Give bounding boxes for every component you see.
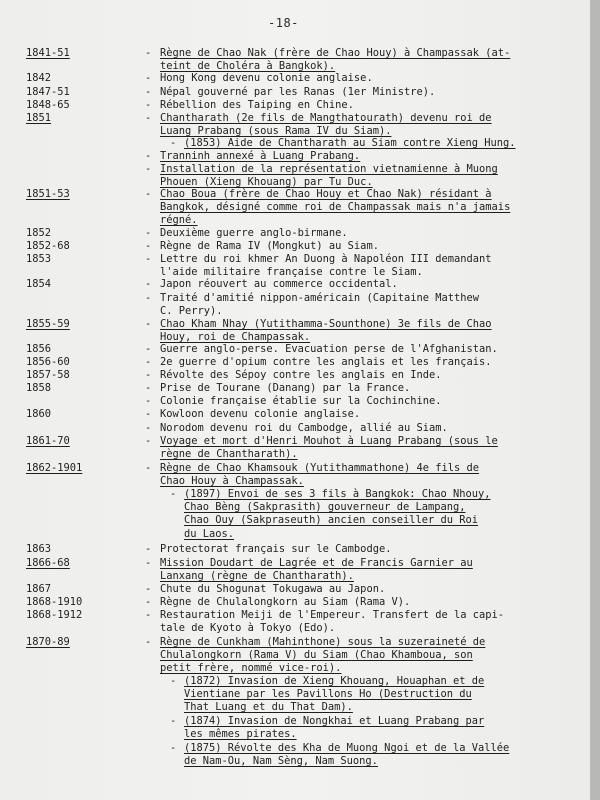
entry-date: 1855-59 (26, 318, 70, 330)
entry-text: Installation de la représentation vietnamienne à Muong Phouen (Xieng Khouang) par Tu Duc. (160, 163, 498, 189)
entry-date: 1861-70 (26, 435, 70, 447)
entry-text: Rébellion des Taiping en Chine. (160, 99, 354, 111)
entry-text: Deuxième guerre anglo-birmane. (160, 227, 348, 239)
entry-text: Lettre du roi khmer An Duong à Napoléon III demandant l'aide militaire française contre le Siam. (160, 253, 492, 279)
entry-text: Népal gouverné par les Ranas (1er Ministre). (160, 86, 436, 98)
entry-text: Protectorat français sur le Cambodge. (160, 543, 392, 555)
entry-dash: - (145, 99, 152, 111)
entry-text: Guerre anglo-perse. Evacuation perse de l'Afghanistan. (160, 343, 498, 355)
entry-dash: - (145, 408, 152, 420)
entry-text: 2e guerre d'opium contre les anglais et les français. (160, 356, 492, 368)
entry-dash: - (145, 557, 152, 569)
entry-text: (1897) Envoi de ses 3 fils à Bangkok: Chao Nhouy, Chao Bèng (Sakprasith) gouverneur de Lampang, Chao Ouy (Sakpraseuth) ancien conseiller du Roi du Laos. (184, 488, 491, 540)
entry-date: 1868-1910 (26, 596, 83, 608)
entry-date: 1856 (26, 343, 52, 355)
entry-date: 1860 (26, 408, 52, 420)
entry-dash: - (145, 150, 152, 162)
entry-dash: - (145, 356, 152, 368)
entry-dash: - (170, 675, 177, 687)
entry-dash: - (145, 163, 152, 175)
entry-dash: - (145, 382, 152, 394)
entry-text: (1853) Aide de Chantharath au Siam contre Xieng Hung. (184, 137, 516, 149)
entry-text: Révolte des Sépoy contre les anglais en Inde. (160, 369, 442, 381)
entry-dash: - (145, 86, 152, 98)
entry-dash: - (145, 422, 152, 434)
entry-text: Colonie française établie sur la Cochinchine. (160, 395, 442, 407)
entry-dash: - (145, 543, 152, 555)
entry-text: Voyage et mort d'Henri Mouhot à Luang Prabang (sous le règne de Chantharath). (160, 435, 498, 461)
entry-dash: - (145, 462, 152, 474)
entry-date: 1870-89 (26, 636, 70, 648)
entry-date: 1857-58 (26, 369, 70, 381)
entry-date: 1852 (26, 227, 52, 239)
entry-text: Restauration Meiji de l'Empereur. Transfert de la capi- tale de Kyoto à Tokyo (Edo). (160, 609, 505, 635)
entry-dash: - (145, 343, 152, 355)
entry-dash: - (145, 72, 152, 84)
entry-date: 1848-65 (26, 99, 70, 111)
page-edge (590, 0, 600, 800)
entry-dash: - (170, 715, 177, 727)
entry-date: 1847-51 (26, 86, 70, 98)
entry-text: Kowloon devenu colonie anglaise. (160, 408, 361, 420)
entry-text: Chao Kham Nhay (Yutithamma-Sounthone) 3e fils de Chao Houy, roi de Champassak. (160, 318, 492, 344)
entry-text: Règne de Chao Khamsouk (Yutithammathone) 4e fils de Chao Houy à Champassak. (160, 462, 480, 488)
entry-dash: - (145, 369, 152, 381)
entry-text: (1875) Révolte des Kha de Muong Ngoi et de la Vallée de Nam-Ou, Nam Sèng, Nam Suong. (184, 742, 510, 768)
entry-text: (1874) Invasion de Nongkhai et Luang Prabang par les mêmes pirates. (184, 715, 485, 741)
entry-date: 1856-60 (26, 356, 70, 368)
entry-text: Règne de Chao Nak (frère de Chao Houy) à Champassak (at- teint de Choléra à Bangkok). (160, 47, 511, 73)
entry-text: Prise de Tourane (Danang) par la France. (160, 382, 411, 394)
entry-dash: - (145, 318, 152, 330)
entry-dash: - (145, 583, 152, 595)
entry-text: Hong Kong devenu colonie anglaise. (160, 72, 373, 84)
entry-date: 1851 (26, 112, 52, 124)
entry-date: 1867 (26, 583, 52, 595)
entry-text: Tranninh annexé à Luang Prabang. (160, 150, 361, 162)
entry-dash: - (145, 292, 152, 304)
entry-dash: - (170, 488, 177, 500)
entry-text: Chute du Shogunat Tokugawa au Japon. (160, 583, 386, 595)
entry-text: (1872) Invasion de Xieng Khouang, Houaphan et de Vientiane par les Pavillons Ho (Destruction du That Luang et du That Dam). (184, 675, 485, 714)
entry-text: Chantharath (2e fils de Mangthatourath) devenu roi de Luang Prabang (sous Rama IV du Siam). (160, 112, 492, 138)
entry-date: 1866-68 (26, 557, 70, 569)
entry-dash: - (145, 435, 152, 447)
entry-text: Règne de Rama IV (Mongkut) au Siam. (160, 240, 379, 252)
entry-text: Traité d'amitié nippon-américain (Capitaine Matthew C. Perry). (160, 292, 480, 318)
entry-dash: - (145, 596, 152, 608)
entry-date: 1862-1901 (26, 462, 83, 474)
entry-dash: - (145, 636, 152, 648)
entry-text: Norodom devenu roi du Cambodge, allié au Siam. (160, 422, 448, 434)
entry-dash: - (145, 47, 152, 59)
entry-date: 1841-51 (26, 47, 70, 59)
entry-dash: - (170, 742, 177, 754)
entry-dash: - (145, 188, 152, 200)
entry-date: 1851-53 (26, 188, 70, 200)
entry-dash: - (145, 609, 152, 621)
page-number: -18- (268, 16, 299, 30)
entry-dash: - (145, 278, 152, 290)
entry-date: 1868-1912 (26, 609, 83, 621)
entry-date: 1854 (26, 278, 52, 290)
entry-date: 1842 (26, 72, 52, 84)
entry-text: Mission Doudart de Lagrée et de Francis Garnier au Lanxang (règne de Chantharath). (160, 557, 473, 583)
entry-dash: - (145, 112, 152, 124)
entry-dash: - (145, 253, 152, 265)
entry-text: Japon réouvert au commerce occidental. (160, 278, 398, 290)
entry-date: 1863 (26, 543, 52, 555)
entry-text: Règne de Chulalongkorn au Siam (Rama V). (160, 596, 411, 608)
entry-dash: - (170, 137, 177, 149)
entry-date: 1858 (26, 382, 52, 394)
entry-date: 1853 (26, 253, 52, 265)
entry-dash: - (145, 395, 152, 407)
entry-dash: - (145, 227, 152, 239)
entry-dash: - (145, 240, 152, 252)
entry-date: 1852-68 (26, 240, 70, 252)
entry-text: Chao Boua (frère de Chao Houy et Chao Nak) résidant à Bangkok, désigné comme roi de Champassak mais n'a jamais régné. (160, 188, 511, 227)
entry-text: Règne de Cunkham (Mahinthone) sous la suzeraineté de Chulalongkorn (Rama V) du Siam (Chao Khamboua, son petit frère, nommé vice-roi). (160, 636, 486, 675)
